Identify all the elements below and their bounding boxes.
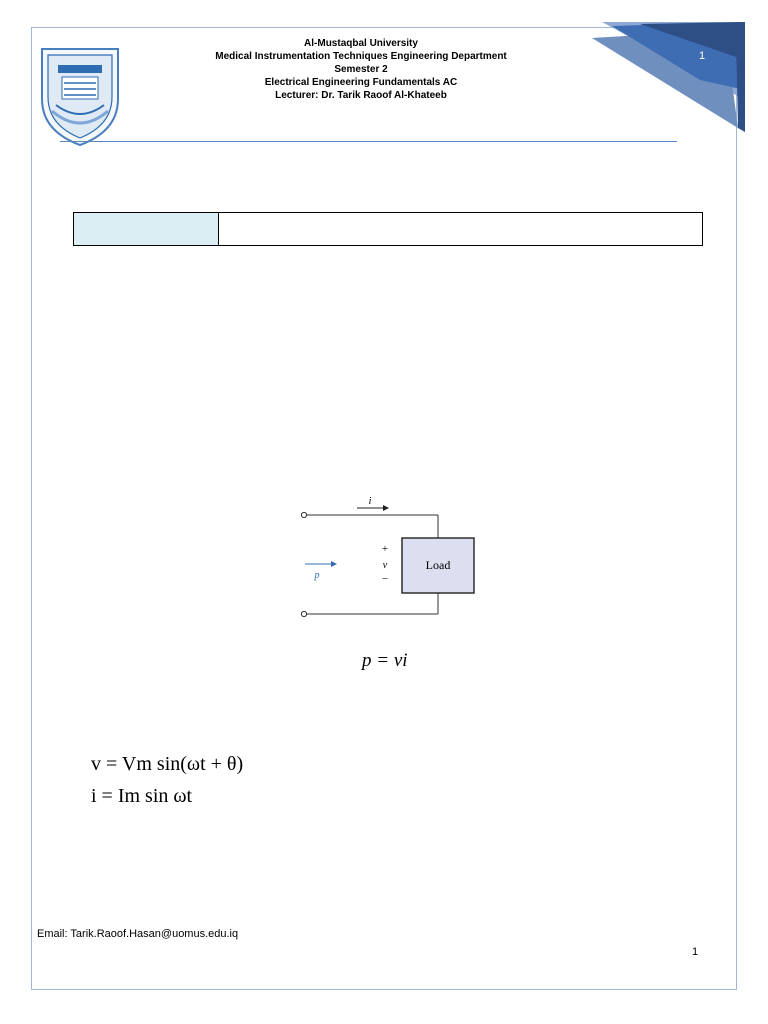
voltage-equation: v = Vm sin(ωt + θ) <box>91 753 244 775</box>
university-logo <box>34 39 126 149</box>
title-cell-value <box>219 213 702 245</box>
load-label: Load <box>425 558 451 572</box>
footer-email: Email: Tarik.Raoof.Hasan@uomus.edu.iq <box>37 928 239 940</box>
title-table <box>73 212 703 246</box>
document-header <box>140 37 582 102</box>
equation-block <box>91 748 243 812</box>
power-equation: p = vi <box>362 650 408 671</box>
course-name: Electrical Engineering Fundamentals AC <box>264 77 458 88</box>
footer-page-number: 1 <box>692 946 699 958</box>
power-label: p <box>314 570 320 581</box>
minus-sign: − <box>381 573 389 585</box>
load-circuit-diagram <box>295 490 485 620</box>
semester: Semester 2 <box>334 64 388 75</box>
current-equation: i = Im sin ωt <box>91 785 193 807</box>
plus-sign: + <box>381 543 389 555</box>
header-rule <box>60 141 677 142</box>
top-terminal <box>301 512 306 517</box>
current-label: i <box>368 496 372 507</box>
corner-page-number: 1 <box>698 50 706 62</box>
bottom-terminal <box>301 611 306 616</box>
department-name: Medical Instrumentation Techniques Engineering Department <box>215 51 507 62</box>
voltage-label: v <box>382 560 388 571</box>
university-name: Al-Mustaqbal University <box>304 38 418 49</box>
lecturer-name: Lecturer: Dr. Tarik Raoof Al-Khateeb <box>275 90 447 101</box>
title-cell-label <box>74 213 219 245</box>
